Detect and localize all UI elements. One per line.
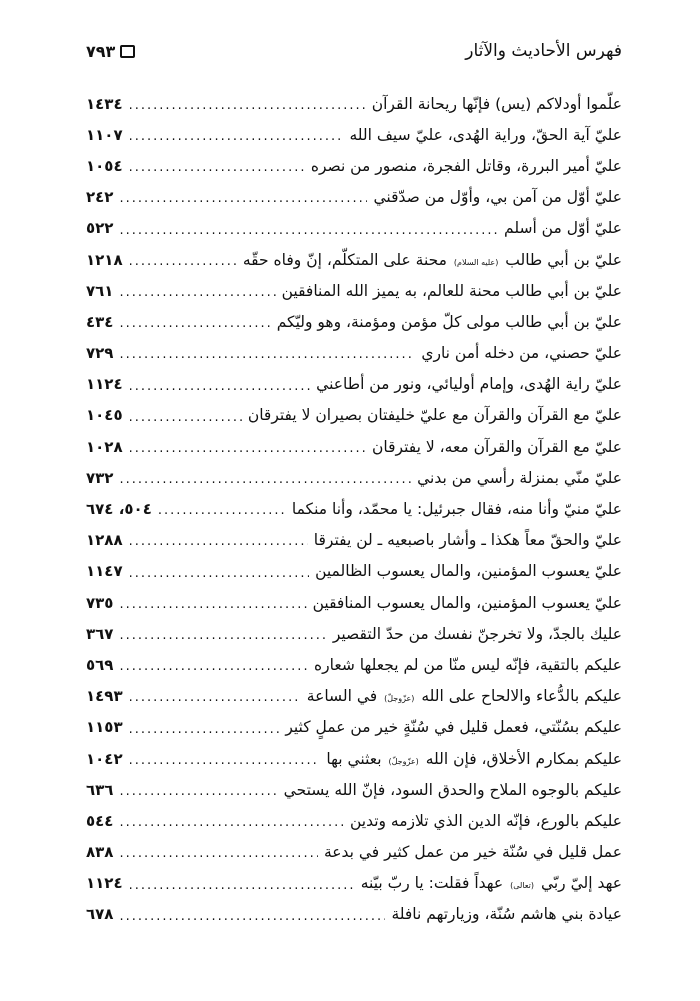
entry-text [391,905,622,923]
dot-leader [129,564,309,580]
dot-leader [119,470,411,486]
entry-page-numbers: ٨٣٨ [86,843,114,862]
entry-text-main: عليكم بالتقية، فإنّه ليس منّا من لم يجعلها شعاره [314,655,622,674]
entry-text-main: عيادة بني هاشم سُنّة، وزيارتهم نافلة [391,905,622,924]
index-entry [86,899,622,930]
entry-text-main: عليّ بن أبي طالب مولى كلّ مؤمن ومؤمنة، وهو وليّكم [276,312,622,331]
entry-page-numbers: ١١٢٤ [86,874,123,893]
header-title: فهرس الأحاديث والآثار [465,41,622,61]
entry-text [277,313,622,331]
entry-text-main: عليّ مع القرآن والقرآن مع عليّ خليفتان بصيران لا يفترقان [247,406,622,425]
entry-text-after: عهداً فقلت: يا ربّ بيّنه [360,874,504,893]
dot-leader [119,345,415,361]
entry-page-numbers: ٣٦٧ [86,624,114,643]
dot-leader [129,408,242,424]
entry-text-main: عهد إليّ ربّي [540,874,622,893]
entry-text [311,157,622,175]
entry-page-numbers: ١١٤٧ [86,562,123,581]
index-entry [86,306,622,337]
entry-page-numbers: ١٢١٨ [86,250,123,269]
entry-text [313,594,622,612]
entry-text-main: عليّ آية الحقّ، وراية الهُدى، عليّ سيف الله [349,125,622,144]
index-entries-list [86,88,622,930]
entry-text [282,282,622,300]
index-entry [86,119,622,150]
entry-text-main: عليكم بالدُّعاء والالحاح على الله [421,687,622,706]
entry-page-numbers: ١١٢٤ [86,375,123,394]
dot-leader [129,377,311,393]
dot-leader [129,876,355,892]
entry-honorific: (عزّوجلّ) [388,756,419,766]
entry-text [326,750,622,768]
entry-text-main: عليّ حصني، من دخله أمن ناري [421,344,622,363]
entry-page-numbers: ٥٦٩ [86,655,114,674]
entry-text [248,406,622,424]
entry-honorific: (عزّوجلّ) [384,694,415,704]
index-entry [86,774,622,805]
entry-page-numbers: ٧٣٢ [86,468,114,487]
entry-page-numbers: ٥٠٤، ٦٧٤ [86,500,152,519]
entry-page-numbers: ١٤٣٤ [86,94,123,113]
dot-leader [119,626,326,642]
entry-text [314,656,622,674]
index-entry [86,525,622,556]
entry-text-main: عليّ بن أبي طالب [505,250,622,269]
dot-leader [119,283,275,299]
entry-page-numbers: ١٠٢٨ [86,437,123,456]
index-entry [86,743,622,774]
index-entry [86,712,622,743]
index-entry [86,213,622,244]
entry-text [333,625,622,643]
index-entry [86,805,622,836]
index-entry [86,88,622,119]
dot-leader [129,751,321,767]
index-entry [86,400,622,431]
index-entry [86,431,622,462]
entry-text [504,219,622,237]
entry-text [316,375,622,393]
entry-text [292,500,622,518]
index-entry [86,493,622,524]
entry-text-main: عليّ أوّل من أسلم [504,219,622,238]
entry-text-main: عمل قليل في سُنّة خير من عمل كثير في بدعة [323,843,622,862]
entry-text-main: عليكم بمكارم الأخلاق، فإن الله [425,749,622,768]
index-entry [86,587,622,618]
dot-leader [129,127,344,143]
dot-leader [158,501,286,517]
dot-leader [119,189,367,205]
entry-text-main: عليّ أمير البررة، وقاتل الفجرة، منصور من نصره [310,156,622,175]
entry-text [417,469,622,487]
entry-page-numbers: ١١٠٧ [86,125,123,144]
dot-leader [129,688,301,704]
entry-text-main: علّموا أودلاكم (يس) فإنّها ريحانة القرآن [371,94,622,113]
entry-text-after: محنة على المتكلّم، إنّ وفاه حقّه [242,250,447,269]
dot-leader [119,782,277,798]
entry-page-numbers: ١٠٥٤ [86,156,123,175]
dot-leader [129,720,280,736]
index-entry [86,275,622,306]
entry-text-main: عليّ والحقّ معاً هكذا ـ وأشار باصبعيه ـ لن يفترقا [313,531,622,550]
entry-text [324,843,622,861]
dot-leader [129,252,237,268]
index-entry [86,868,622,899]
entry-page-numbers: ٦٣٦ [86,780,114,799]
entry-text-main: عليك بالجدّ، ولا تخرجنّ نفسك من حدّ التقصير [332,624,622,643]
entry-text [373,188,622,206]
entry-text [349,126,622,144]
entry-text-main: عليكم بسُنّتي، فعمل قليل في سُنّةٍ خير من عملٍ كثير [285,718,622,737]
entry-text-main: عليّ أوّل من آمن بي، وأوّل من صدّقني [373,188,622,207]
entry-text-main: عليّ منّي بمنزلة رأسي من بدني [417,468,622,487]
entry-page-numbers: ١٠٤٥ [86,406,123,425]
index-entry [86,649,622,680]
entry-page-numbers: ٦٧٨ [86,905,114,924]
entry-text [372,95,622,113]
dot-leader [129,439,366,455]
dot-leader [119,844,317,860]
entry-text [350,812,622,830]
entry-page-numbers: ١٠٤٢ [86,749,123,768]
entry-text [314,531,622,549]
entry-page-numbers: ٢٤٢ [86,188,114,207]
page-number-value: ٧٩٣ [86,41,116,61]
entry-text [285,718,622,736]
entry-text [421,344,622,362]
entry-page-numbers: ٧٦١ [86,281,114,300]
dot-leader [119,314,270,330]
dot-leader [119,657,308,673]
entry-text [372,438,622,456]
entry-page-numbers: ٥٤٤ [86,811,114,830]
entry-page-numbers: ١٢٨٨ [86,531,123,550]
dot-leader [129,96,366,112]
entry-text-main: عليّ يعسوب المؤمنين، والمال يعسوب الظالمين [315,562,622,581]
index-entry [86,244,622,275]
entry-page-numbers: ٧٣٥ [86,593,114,612]
index-entry [86,837,622,868]
entry-honorific: (تعالى) [510,881,534,891]
index-entry [86,681,622,712]
index-entry [86,618,622,649]
entry-text [307,687,622,705]
entry-page-numbers: ٤٣٤ [86,312,114,331]
index-entry [86,150,622,181]
entry-text-main: عليّ بن أبي طالب محنة للعالم، به يميز الله المنافقين [281,281,622,300]
entry-text-main: عليّ راية الهُدى، وإمام أوليائي، ونور من أطاعني [316,375,622,394]
entry-text [361,874,622,892]
dot-leader [119,221,498,237]
entry-text-main: عليّ يعسوب المؤمنين، والمال يعسوب المنافقين [312,593,622,612]
index-entry [86,462,622,493]
index-entry [86,338,622,369]
entry-text-after: بعثني بها [326,749,382,768]
index-entry [86,369,622,400]
entry-page-numbers: ١١٥٣ [86,718,123,737]
entry-text [284,781,622,799]
entry-text [315,562,622,580]
entry-text-main: عليّ منيّ وأنا منه، فقال جبرئيل: يا محمّد، وأنا منكما [291,500,622,519]
running-header [86,38,622,64]
square-icon [120,45,135,58]
entry-page-numbers: ٥٢٢ [86,219,114,238]
entry-page-numbers: ١٤٩٣ [86,687,123,706]
dot-leader [119,813,343,829]
page-number [86,42,135,61]
entry-text [243,251,622,269]
entry-text-after: في الساعة [306,687,378,706]
index-entry [86,182,622,213]
dot-leader [129,158,305,174]
entry-text-main: عليكم بالورع، فإنّه الدين الذي تلازمه وتدين [349,811,622,830]
dot-leader [119,907,385,923]
entry-honorific: (عليه السلام) [453,257,499,267]
entry-text-main: عليكم بالوجوه الملاح والحدق السود، فإنّ الله يستحي [283,780,622,799]
entry-page-numbers: ٧٢٩ [86,344,114,363]
dot-leader [119,595,306,611]
index-entry [86,556,622,587]
entry-text-main: عليّ مع القرآن والقرآن معه، لا يفترقان [372,437,622,456]
dot-leader [129,532,308,548]
